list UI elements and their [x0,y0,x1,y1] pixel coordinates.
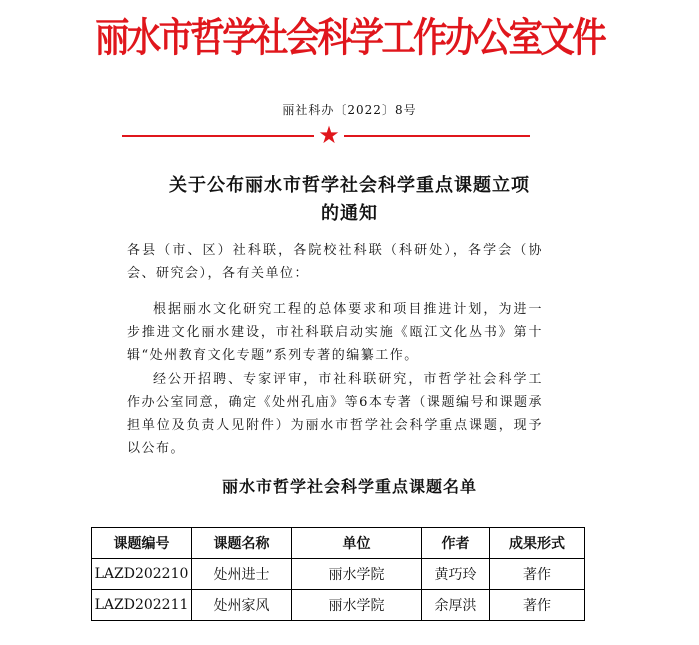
column-header: 成果形式 [490,528,585,559]
notice-title [0,172,699,228]
column-header: 单位 [292,528,422,559]
projects-table [91,527,585,621]
table-cell: 著作 [490,590,585,621]
table-cell: 处州进士 [192,559,292,590]
column-header: 作者 [422,528,490,559]
column-header: 课题名称 [192,528,292,559]
paragraph-1: 根据丽水文化研究工程的总体要求和项目推进计划，为进一步推进文化丽水建设，市社科联启动实施《瓯江文化丛书》第十辑“处州教育文化专题”系列专著的编纂工作。 [127,302,543,363]
table-row [92,590,585,621]
table-cell: 丽水学院 [292,559,422,590]
table-cell: 余厚洪 [422,590,490,621]
red-divider-right [344,135,530,137]
table-cell: 黄巧玲 [422,559,490,590]
table-header-row [92,528,585,559]
notice-title-line-2: 的通知 [321,203,378,224]
paragraph-2: 经公开招聘、专家评审，市社科联研究，市哲学社会科学工作办公室同意，确定《处州孔庙》等6本专著（课题编号和课题承担单位及负责人见附件）为丽水市哲学社会科学重点课题，现予以公布。 [127,372,543,456]
column-header: 课题编号 [92,528,192,559]
red-divider-left [122,135,314,137]
document-number: 丽社科办〔2022〕8号 [282,103,417,117]
table-cell: LAZD202210 [92,559,192,590]
document-header-title: 丽水市哲学社会科学工作办公室文件 [94,15,605,61]
table-cell: 著作 [490,559,585,590]
table-cell: 丽水学院 [292,590,422,621]
table-cell: LAZD202211 [92,590,192,621]
table-row [92,559,585,590]
list-title: 丽水市哲学社会科学重点课题名单 [221,477,477,496]
table-cell: 处州家风 [192,590,292,621]
notice-title-line-1: 关于公布丽水市哲学社会科学重点课题立项 [169,175,530,196]
star-icon: ★ [318,121,340,149]
addressee: 各县（市、区）社科联，各院校社科联（科研处），各学会（协会、研究会），各有关单位： [127,243,543,281]
